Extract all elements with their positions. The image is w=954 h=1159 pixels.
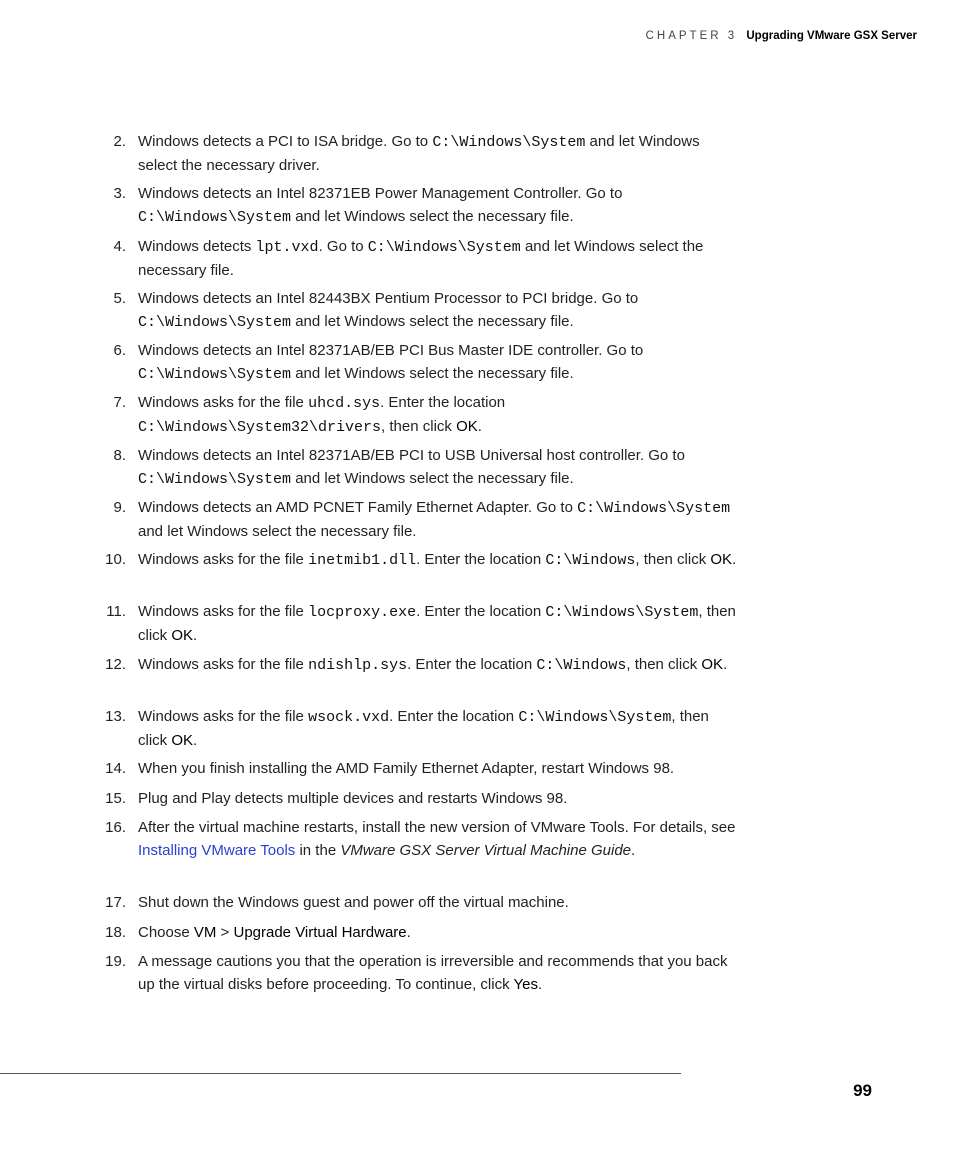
step-number: 4. <box>113 238 126 255</box>
text-run: . <box>537 976 543 993</box>
step-number: 13. <box>105 708 126 725</box>
step-text <box>138 790 567 807</box>
ui-label: VM <box>193 924 217 941</box>
chapter-title: Upgrading VMware GSX Server <box>746 30 917 42</box>
step-number: 12. <box>105 656 126 673</box>
ui-label: OK <box>710 551 733 568</box>
text-run: Windows asks for the file <box>138 603 309 620</box>
text-run: , then click <box>626 656 702 673</box>
text-run: . Enter the location <box>416 603 546 620</box>
step-number: 17. <box>105 894 126 911</box>
step-item <box>96 653 738 677</box>
ui-label: OK <box>456 418 478 435</box>
text-run: Windows asks for the file <box>138 656 309 673</box>
step-text <box>138 819 735 859</box>
step-number: 6. <box>113 342 126 359</box>
step-number: 3. <box>113 185 126 202</box>
step-item <box>96 921 738 944</box>
text-run: . <box>631 842 636 859</box>
text-run: , then click <box>138 708 709 749</box>
ui-label: Yes <box>513 976 538 993</box>
text-run: When you finish installing the AMD Family Ethernet Adapter, restart Windows 98. <box>138 760 675 777</box>
step-text <box>138 924 411 941</box>
ui-label: Upgrade Virtual Hardware <box>233 924 407 941</box>
text-run: , then click <box>138 603 736 644</box>
text-run: Windows asks for the file <box>138 551 309 568</box>
step-text <box>138 447 685 487</box>
step-number: 7. <box>113 394 126 411</box>
text-run: . <box>732 551 737 568</box>
step-item <box>96 496 738 543</box>
text-run: Windows detects an Intel 82443BX Pentium Processor to PCI bridge. Go to <box>138 290 639 307</box>
code-path: C:\Windows\System <box>138 366 292 383</box>
text-run: . <box>193 627 198 644</box>
step-text <box>138 953 728 993</box>
step-item <box>96 757 738 780</box>
text-run: After the virtual machine restarts, install the new version of VMware Tools. For details, see <box>138 819 736 836</box>
code-path: C:\Windows\System <box>367 239 521 256</box>
step-number: 9. <box>113 499 126 516</box>
step-number: 18. <box>105 924 126 941</box>
step-item <box>96 339 738 386</box>
step-item <box>96 600 738 647</box>
step-text <box>138 394 505 435</box>
text-run: . Enter the location <box>380 394 506 411</box>
text-run: and let Windows select the necessary driver. <box>138 133 700 174</box>
text-run: and let Windows select the necessary file. <box>291 208 574 225</box>
code-path: ndishlp.sys <box>308 657 408 674</box>
text-run: and let Windows select the necessary file. <box>291 470 574 487</box>
code-path: uhcd.sys <box>308 395 381 412</box>
text-run: . <box>193 732 198 749</box>
code-path: inetmib1.dll <box>308 552 417 569</box>
step-number: 19. <box>105 953 126 970</box>
step-item <box>96 787 738 810</box>
step-item <box>96 816 738 862</box>
step-number: 10. <box>105 551 126 568</box>
step-text <box>138 894 569 911</box>
step-text <box>138 656 727 673</box>
code-path: lpt.vxd <box>255 239 319 256</box>
text-run: , then click <box>381 418 457 435</box>
text-run: . Enter the location <box>389 708 519 725</box>
chapter-label: CHAPTER 3 <box>645 30 738 42</box>
step-number: 16. <box>105 819 126 836</box>
text-run: Windows detects an AMD PCNET Family Ethernet Adapter. Go to <box>138 499 578 516</box>
text-run: A message cautions you that the operation is irreversible and recommends that you back up the virtual disks before proceeding. To continue, click <box>138 953 728 993</box>
step-text <box>138 760 674 777</box>
text-run: Windows detects <box>138 238 256 255</box>
code-path: C:\Windows\System <box>138 314 292 331</box>
text-run: Windows detects a PCI to ISA bridge. Go to <box>138 133 433 150</box>
step-item <box>96 391 738 439</box>
step-item <box>96 705 738 752</box>
step-number: 2. <box>113 133 126 150</box>
text-run: > <box>216 924 234 941</box>
step-text <box>138 603 736 644</box>
step-item <box>96 548 738 572</box>
code-path: C:\Windows\System <box>518 709 672 726</box>
step-text <box>138 133 700 174</box>
text-run: and let Windows select the necessary file. <box>138 523 417 540</box>
code-path: C:\Windows\System <box>138 471 292 488</box>
running-header <box>646 30 917 42</box>
text-run: and let Windows select the necessary file. <box>138 238 704 279</box>
ui-label: OK <box>701 656 724 673</box>
step-item <box>96 130 738 177</box>
code-path: C:\Windows <box>536 657 627 674</box>
installing-vmware-tools-link[interactable]: Installing VMware Tools <box>138 842 296 859</box>
step-text <box>138 708 709 749</box>
text-run: . Enter the location <box>407 656 537 673</box>
code-path: wsock.vxd <box>308 709 390 726</box>
code-path: locproxy.exe <box>308 604 417 621</box>
text-run: Windows asks for the file <box>138 708 309 725</box>
text-run: Windows asks for the file <box>138 394 309 411</box>
step-text <box>138 499 730 540</box>
step-number: 14. <box>105 760 126 777</box>
step-item <box>96 235 738 282</box>
step-text <box>138 342 643 382</box>
step-number: 11. <box>106 603 126 620</box>
text-run: Windows detects an Intel 82371AB/EB PCI to USB Universal host controller. Go to <box>138 447 685 464</box>
text-run: . <box>406 924 411 941</box>
code-path: C:\Windows\System <box>432 134 586 151</box>
step-number: 15. <box>105 790 126 807</box>
text-run: . Go to <box>318 238 368 255</box>
step-number: 5. <box>113 290 126 307</box>
text-run: . Enter the location <box>416 551 546 568</box>
page-number: 99 <box>853 1081 872 1100</box>
text-run: . <box>477 418 482 435</box>
code-path: C:\Windows\System <box>545 604 699 621</box>
step-text <box>138 551 736 568</box>
step-text <box>138 185 622 225</box>
text-run: Windows detects an Intel 82371AB/EB PCI Bus Master IDE controller. Go to <box>138 342 644 359</box>
step-text <box>138 238 703 279</box>
text-run: and let Windows select the necessary file. <box>291 365 574 382</box>
text-run: in the <box>295 842 341 859</box>
step-item <box>96 287 738 334</box>
text-run: Plug and Play detects multiple devices and restarts Windows 98. <box>138 790 568 807</box>
step-number: 8. <box>113 447 126 464</box>
step-item <box>96 444 738 491</box>
step-item <box>96 182 738 229</box>
ui-label: OK <box>171 732 194 749</box>
step-item <box>96 891 738 914</box>
book-title: VMware GSX Server Virtual Machine Guide <box>340 842 632 859</box>
text-run: . <box>723 656 728 673</box>
code-path: C:\Windows\System32\drivers <box>138 419 382 436</box>
text-run: and let Windows select the necessary file. <box>291 313 574 330</box>
step-text <box>138 290 638 330</box>
step-item <box>96 950 738 996</box>
text-run: , then click <box>635 551 711 568</box>
text-run: Shut down the Windows guest and power off the virtual machine. <box>138 894 569 911</box>
ui-label: OK <box>171 627 194 644</box>
code-path: C:\Windows\System <box>138 209 292 226</box>
code-path: C:\Windows <box>545 552 636 569</box>
footer-divider <box>0 1073 681 1074</box>
text-run: Choose <box>138 924 194 941</box>
text-run: Windows detects an Intel 82371EB Power Management Controller. Go to <box>138 185 623 202</box>
code-path: C:\Windows\System <box>577 500 731 517</box>
